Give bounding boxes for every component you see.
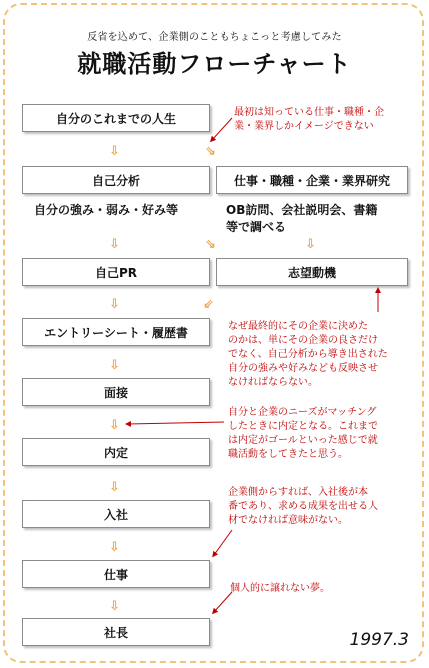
note-2-line: なければならない。 [228,377,318,388]
note-3-line: は内定がゴールといった感じで就 [228,435,378,446]
note-4 [228,486,378,528]
down-arrow-icon: ⇩ [109,144,120,159]
subtitle: 反省を込めて、企業側のこともちょこっと考慮してみた [87,32,342,43]
pointer-line-1 [212,118,232,140]
box-jibun: 自分のこれまでの人生 [22,104,210,132]
box-kenkyu: 仕事・職種・企業・業界研究 [216,166,408,194]
page-title: 就職活動フローチャート [77,50,352,78]
diagonal-arrow-icon: ⇘ [205,237,216,252]
box-mensetsu: 面接 [22,378,210,406]
note-2-line: 自分の強みや好みなども反映させ [228,363,378,374]
down-arrow-icon: ⇩ [109,237,120,252]
box-nyusha: 入社 [22,500,210,528]
note-3-line: 自分と企業のニーズがマッチング [228,407,377,418]
note-2-line: なぜ最終的にその企業に決めた [228,321,368,332]
note-4-line: 番であり、求める成果を出せる人 [228,501,378,512]
note-3-line: したときに内定となる。これまで [228,421,378,432]
diagonal-arrow-icon: ⇙ [203,297,214,312]
pointer-line-4 [214,530,232,555]
down-arrow-icon: ⇩ [109,540,120,555]
note-2-line: でなく、自己分析から導き出された [228,349,388,360]
label-ob-line2: 等で調べる [226,220,287,234]
down-arrow-icon: ⇩ [109,418,120,433]
note-4-line: 材でなければ意味がない。 [228,515,348,526]
label-tsuyomi: 自分の強み・弱み・好み等 [34,203,179,217]
box-naitei: 内定 [22,438,210,466]
down-arrow-icon: ⇩ [305,237,316,252]
box-jiko-bunseki: 自己分析 [22,166,210,194]
box-shigoto: 仕事 [22,560,210,588]
down-arrow-icon: ⇩ [109,480,120,495]
note-2-line: のかは、単にその企業の良さだけ [228,335,378,346]
note-5 [230,582,330,596]
year-label: 1997.3 [349,630,409,650]
diagonal-arrow-icon: ⇘ [205,144,216,159]
note-3-line: 職活動をしてきたと思う。 [228,449,348,460]
label-ob-line1: OB訪問、会社説明会、書籍 [226,203,378,217]
note-1-line: 最初は知っている仕事・職種・企 [234,107,384,118]
box-shacho: 社長 [22,618,210,646]
down-arrow-icon: ⇩ [109,297,120,312]
note-1 [234,106,384,134]
note-1-line: 業・業界しかイメージできない [234,121,374,132]
note-4-line: 企業側からすれば、入社後が本 [228,487,368,498]
box-entry: エントリーシート・履歴書 [22,318,210,346]
note-5-line: 個人的に譲れない夢。 [230,583,330,594]
note-3 [228,406,378,462]
down-arrow-icon: ⇩ [109,358,120,373]
pointer-line-3 [128,422,224,424]
box-jiko-pr: 自己PR [22,258,210,286]
note-2 [228,320,388,390]
box-shibou: 志望動機 [216,258,408,286]
down-arrow-icon: ⇩ [109,599,120,614]
